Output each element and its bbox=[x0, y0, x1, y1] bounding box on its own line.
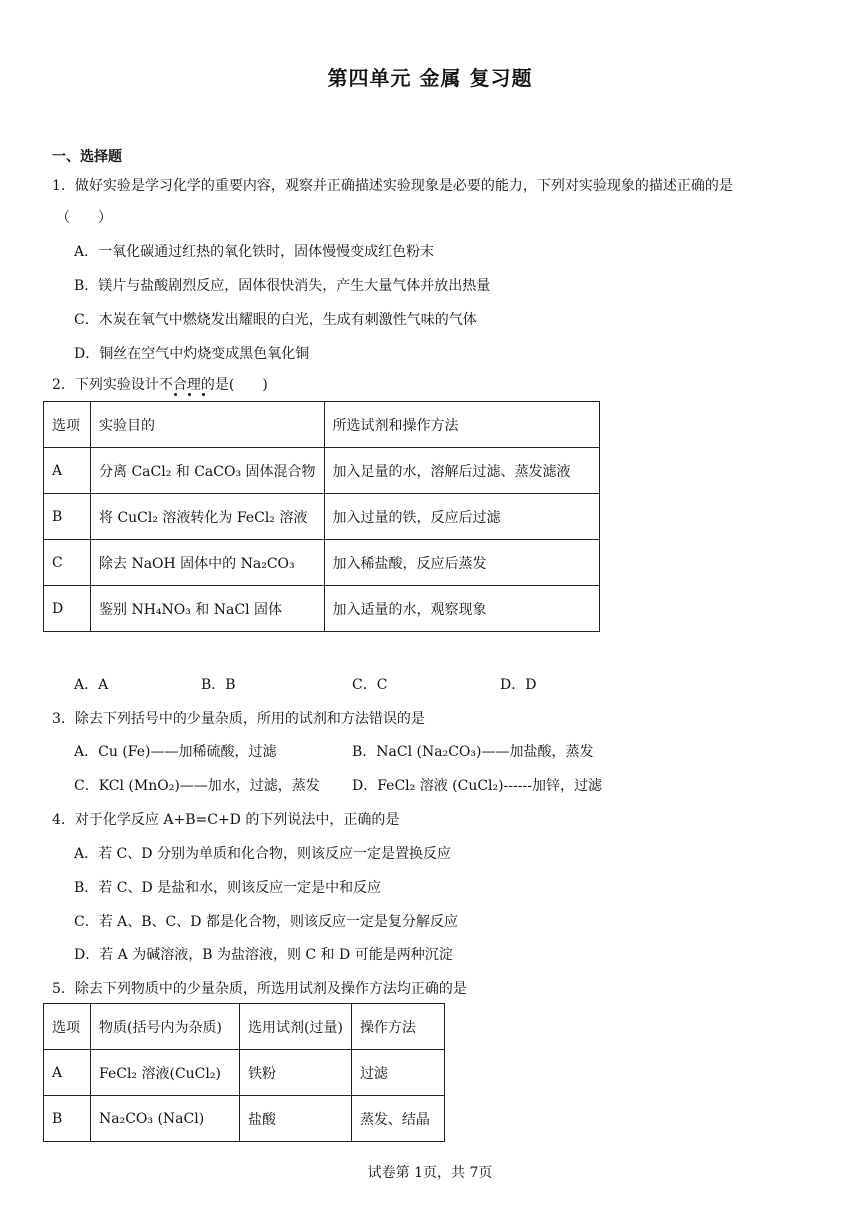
question-2-table bbox=[43, 401, 600, 632]
table-cell: C bbox=[44, 540, 91, 586]
table-header-cell: 物质(括号内为杂质) bbox=[91, 1004, 240, 1050]
table-header-cell: 操作方法 bbox=[351, 1004, 444, 1050]
table-cell: Na₂CO₃ (NaCl) bbox=[91, 1096, 240, 1142]
question-4-option-d: D．若 A 为碱溶液，B 为盐溶液，则 C 和 D 可能是两种沉淀 bbox=[74, 947, 453, 963]
question-4-option-a: A．若 C、D 分别为单质和化合物，则该反应一定是置换反应 bbox=[74, 846, 451, 862]
table-cell: D bbox=[44, 586, 91, 632]
emphasis-dot bbox=[188, 393, 191, 396]
question-3-option-d: D．FeCl₂ 溶液 (CuCl₂)------加锌，过滤 bbox=[352, 778, 602, 794]
question-1-option-d: D．铜丝在空气中灼烧变成黑色氧化铜 bbox=[74, 346, 310, 362]
table-cell: 盐酸 bbox=[240, 1096, 352, 1142]
question-4-stem: 4．对于化学反应 A+B=C+D 的下列说法中，正确的是 bbox=[52, 812, 400, 828]
table-row bbox=[44, 448, 600, 494]
question-2-stem: 2．下列实验设计不合理的是( ) bbox=[52, 377, 268, 393]
table-cell: FeCl₂ 溶液(CuCl₂) bbox=[91, 1050, 240, 1096]
table-cell: 分离 CaCl₂ 和 CaCO₃ 固体混合物 bbox=[91, 448, 325, 494]
table-header-cell: 所选试剂和操作方法 bbox=[324, 402, 599, 448]
question-5-table bbox=[43, 1003, 445, 1142]
table-header-cell: 选项 bbox=[44, 402, 91, 448]
table-row bbox=[44, 1050, 445, 1096]
question-2-option-d: D．D bbox=[500, 677, 537, 693]
table-cell: 将 CuCl₂ 溶液转化为 FeCl₂ 溶液 bbox=[91, 494, 325, 540]
page-footer: 试卷第 1页，共 7页 bbox=[367, 1165, 493, 1181]
question-1-option-b: B．镁片与盐酸剧烈反应，固体很快消失，产生大量气体并放出热量 bbox=[74, 278, 491, 294]
question-2-option-c: C．C bbox=[352, 677, 388, 693]
table-cell: 加入稀盐酸，反应后蒸发 bbox=[324, 540, 599, 586]
question-3-option-b: B．NaCl (Na₂CO₃)——加盐酸，蒸发 bbox=[352, 744, 594, 760]
table-row bbox=[44, 586, 600, 632]
question-1-option-a: A．一氧化碳通过红热的氧化铁时，固体慢慢变成红色粉末 bbox=[74, 244, 435, 260]
table-cell: 除去 NaOH 固体中的 Na₂CO₃ bbox=[91, 540, 325, 586]
emphasis-dot bbox=[174, 393, 177, 396]
table-row bbox=[44, 494, 600, 540]
table-cell: 加入过量的铁，反应后过滤 bbox=[324, 494, 599, 540]
table-header-row bbox=[44, 402, 600, 448]
table-row bbox=[44, 1096, 445, 1142]
table-cell: 鉴别 NH₄NO₃ 和 NaCl 固体 bbox=[91, 586, 325, 632]
table-cell: B bbox=[44, 1096, 91, 1142]
question-4-option-c: C．若 A、B、C、D 都是化合物，则该反应一定是复分解反应 bbox=[74, 914, 458, 930]
question-2-option-a: A．A bbox=[74, 677, 109, 693]
question-3-option-a: A．Cu (Fe)——加稀硫酸，过滤 bbox=[74, 744, 277, 760]
question-1-stem: 1．做好实验是学习化学的重要内容，观察并正确描述实验现象是必要的能力，下列对实验现象的描述正确的是 bbox=[52, 178, 733, 194]
question-1-paren: （ ） bbox=[56, 210, 112, 226]
emphasis-dot bbox=[202, 393, 205, 396]
table-cell: B bbox=[44, 494, 91, 540]
table-row bbox=[44, 540, 600, 586]
table-cell: 蒸发、结晶 bbox=[351, 1096, 444, 1142]
table-cell: 加入足量的水，溶解后过滤、蒸发滤液 bbox=[324, 448, 599, 494]
table-cell: 铁粉 bbox=[240, 1050, 352, 1096]
table-cell: A bbox=[44, 448, 91, 494]
question-5-stem: 5．除去下列物质中的少量杂质，所选用试剂及操作方法均正确的是 bbox=[52, 981, 467, 997]
section-heading: 一、选择题 bbox=[52, 149, 122, 165]
table-header-row bbox=[44, 1004, 445, 1050]
question-2-option-b: B．B bbox=[201, 677, 236, 693]
table-header-cell: 选项 bbox=[44, 1004, 91, 1050]
table-header-cell: 选用试剂(过量) bbox=[240, 1004, 352, 1050]
table-cell: A bbox=[44, 1050, 91, 1096]
question-3-stem: 3．除去下列括号中的少量杂质，所用的试剂和方法错误的是 bbox=[52, 711, 425, 727]
table-header-cell: 实验目的 bbox=[91, 402, 325, 448]
page-title: 第四单元 金属 复习题 bbox=[327, 66, 533, 90]
table-cell: 过滤 bbox=[351, 1050, 444, 1096]
question-3-option-c: C．KCl (MnO₂)——加水，过滤，蒸发 bbox=[74, 778, 320, 794]
table-cell: 加入适量的水，观察现象 bbox=[324, 586, 599, 632]
question-1-option-c: C．木炭在氧气中燃烧发出耀眼的白光，生成有刺激性气味的气体 bbox=[74, 312, 477, 328]
question-4-option-b: B．若 C、D 是盐和水，则该反应一定是中和反应 bbox=[74, 880, 382, 896]
